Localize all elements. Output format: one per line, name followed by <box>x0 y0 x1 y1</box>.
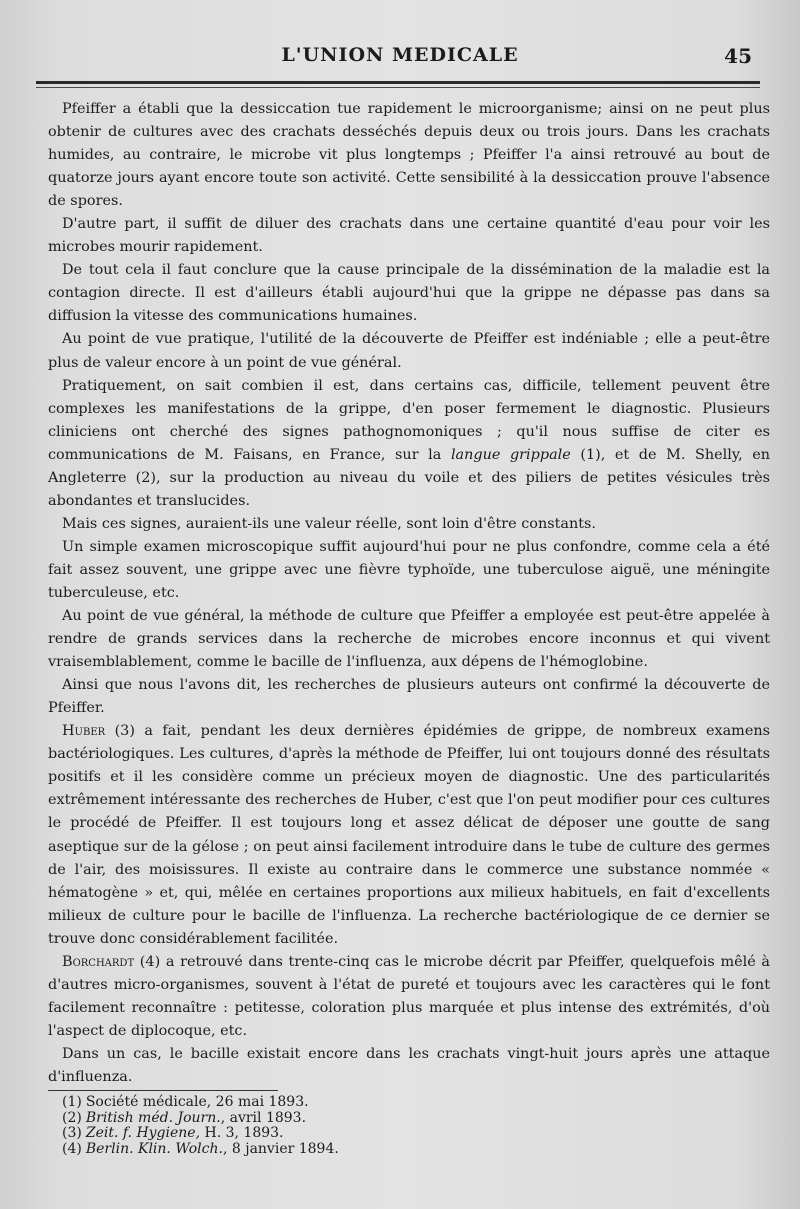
paragraph: Au point de vue général, la méthode de culture que Pfeiffer a employée est peut-être appelée à rendre de grands services dans la recherche de microbes encore inconnus et qui vivent vraisemblablement, comme le bacille de l'influenza, aux dépens de l'hémoglobine. <box>48 608 770 671</box>
footnotes <box>62 1095 339 1157</box>
author-name: Huber <box>62 723 106 740</box>
footnote-number: (2) <box>62 1109 82 1126</box>
author-name: Borchardt <box>62 953 135 970</box>
footnote-journal: British méd. Journ. <box>85 1109 221 1126</box>
footnote-text: H. 3, 1893. <box>200 1125 284 1141</box>
paragraph <box>48 720 770 950</box>
paragraph: Dans un cas, le bacille existait encore dans les crachats vingt-huit jours après une attaque d'influenza. <box>48 1045 770 1085</box>
paragraph: De tout cela il faut conclure que la cause principale de la dissémination de la maladie est la contagion directe. Il est d'ailleurs établi aujourd'hui que la grippe ne dépasse pas dans sa diffusion la vitesse des communications humaines. <box>48 262 770 325</box>
footnote-number: (1) <box>62 1094 82 1110</box>
header-rule-thin <box>36 87 760 88</box>
footnote-text: , 8 janvier 1894. <box>222 1140 339 1157</box>
header-rule <box>36 81 760 84</box>
footnote <box>62 1142 339 1158</box>
paragraph: Pfeiffer a établi que la dessiccation tue rapidement le microorganisme; ainsi on ne peut plus obtenir de cultures avec des crachats desséchés depuis deux ou trois jours. Dans les crachats humides, au contraire, le microbe vit plus longtemps ; Pfeiffer l'a ainsi retrouvé au bout de quatorze jours ayant encore toute son activité. Cette sensibilité à la dessiccation prouve l'absence de spores. <box>48 101 770 210</box>
paragraph: Au point de vue pratique, l'utilité de la découverte de Pfeiffer est indéniable ; elle a peut-être plus de valeur encore à un point de vue général. <box>48 331 770 371</box>
paragraph: Mais ces signes, auraient-ils une valeur réelle, sont loin d'être constants. <box>62 515 596 532</box>
footnote-journal: Berlin. Klin. Wolch. <box>85 1140 223 1157</box>
paragraph <box>48 951 770 1043</box>
page-number: 45 <box>724 44 752 68</box>
footnote-number: (4) <box>62 1140 82 1157</box>
paragraph: D'autre part, il suffit de diluer des crachats dans une certaine quantité d'eau pour voir les microbes mourir rapidement. <box>48 216 770 256</box>
footnote-text: Société médicale, 26 mai 1893. <box>85 1094 309 1110</box>
paragraph-text: Pratiquement, on sait combien il est, dans certains cas, difficile, tellement peuvent être complexes les manifestations de la grippe, d'en poser fermement le diagnostic. Plusieurs cliniciens ont cherché des signes pathognomoniques ; qu'il nous suffise de citer es communications de M. Faisans, en France, sur la <box>48 377 770 463</box>
paragraph-text: (1), et de M. Shelly, en Angleterre (2), sur la production au niveau du voile et des piliers de petites vésicules très abondantes et translucides. <box>48 446 771 509</box>
paragraph-text: (4) a retrouvé dans trente-cinq cas le microbe décrit par Pfeiffer, quelquefois mêlé à d'autres micro-organismes, souvent à l'état de pureté et toujours avec les caractères qui le font facilement reconnaître : petitesse, coloration plus marquée et plus intense des extrémités, d'où l'aspect de diplocoque, etc. <box>48 953 770 1039</box>
paragraph: Ainsi que nous l'avons dit, les recherches de plusieurs auteurs ont confirmé la découverte de Pfeiffer. <box>48 677 770 717</box>
footnote <box>62 1111 339 1127</box>
footnote-journal: Zeit. f. Hygiene, <box>85 1125 201 1141</box>
footnote-text: , avril 1893. <box>220 1109 307 1126</box>
paragraph-text: (3) a fait, pendant les deux dernières épidémies de grippe, de nombreux examens bactériologiques. Les cultures, d'après la méthode de Pfeiffer, lui ont toujours donné des résultats positifs et il les considère comme un précieux moyen de diagnostic. Une des particularités extrêmement intéressante des recherches de Huber, c'est que l'on peut modifier pour ces cultures le procédé de Pfeiffer. Il est toujours long et assez délicat de déposer une goutte de sang aseptique sur de la gélose ; on peut ainsi facilement introduire dans le tube de culture des germes de l'air, des moisissures. Il existe au contraire dans le commerce une substance nommée « hématogène » et, qui, mêlée en certaines proportions aux milieux habituels, en fait d'excellents milieux de culture pour le bacille de l'influenza. La recherche bactériologique de ce dernier se trouve donc considérablement facilitée. <box>48 723 770 947</box>
body-text <box>48 98 770 1089</box>
footnote <box>62 1095 339 1111</box>
paragraph <box>48 375 770 513</box>
footnote <box>62 1126 339 1142</box>
italic-term: langue grippale <box>450 446 571 463</box>
footnote-rule <box>48 1090 278 1091</box>
paragraph: Un simple examen microscopique suffit aujourd'hui pour ne plus confondre, comme cela a été fait assez souvent, une grippe avec une fièvre typhoïde, une tuberculose aiguë, une méningite tuberculeuse, etc. <box>48 538 770 601</box>
running-title: L'UNION MEDICALE <box>281 44 519 66</box>
page-header <box>0 44 800 74</box>
footnote-number: (3) <box>62 1125 82 1141</box>
